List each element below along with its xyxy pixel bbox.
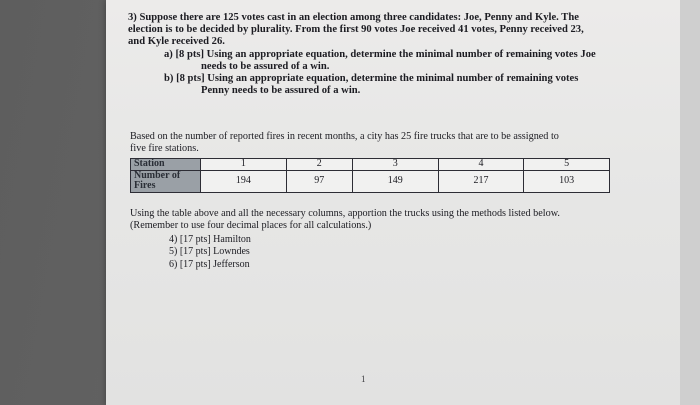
row-header-fires: Number of Fires <box>131 170 201 192</box>
part-b-line-1: b) [8 pts] Using an appropriate equation, determine the minimal number of remaining votes <box>164 73 579 85</box>
instructions-line-1: Using the table above and all the necessary columns, apportion the trucks using the methods listed below. <box>130 208 560 219</box>
part-a <box>164 49 608 73</box>
table-row-stations <box>131 159 610 171</box>
row-header-station: Station <box>131 159 201 171</box>
apportion-instructions <box>130 208 610 232</box>
question-3-line-1: 3) Suppose there are 125 votes cast in an election among three candidates: Joe, Penny and Kyle. The <box>128 12 579 23</box>
question-3-line-2: election is to be decided by plurality. From the first 90 votes Joe received 41 votes, Penny received 23, <box>128 24 584 36</box>
worksheet-page <box>106 0 680 405</box>
fire-count-cell: 97 <box>286 170 352 192</box>
question-3 <box>128 12 608 97</box>
page-number: 1 <box>361 374 366 384</box>
table-row-fires <box>131 170 610 192</box>
station-cell: 2 <box>286 159 352 171</box>
method-hamilton: 4) [17 pts] Hamilton <box>169 234 251 245</box>
station-cell: 1 <box>201 159 287 171</box>
part-a-line-1: a) [8 pts] Using an appropriate equation, determine the minimal number of remaining votes Joe <box>164 48 596 60</box>
fire-problem-intro <box>130 131 610 155</box>
station-cell: 5 <box>524 159 610 171</box>
part-b <box>164 73 608 97</box>
station-cell: 4 <box>438 159 524 171</box>
part-b-line-2: Penny needs to be assured of a win. <box>201 85 361 97</box>
method-lowndes: 5) [17 pts] Lowndes <box>169 246 250 258</box>
methods-list <box>169 234 251 271</box>
fire-count-cell: 103 <box>524 170 610 192</box>
background-edge <box>680 0 700 405</box>
fire-stations-table <box>130 158 610 193</box>
method-jefferson: 6) [17 pts] Jefferson <box>169 258 250 270</box>
instructions-line-2: (Remember to use four decimal places for all calculations.) <box>130 220 372 231</box>
fire-count-cell: 149 <box>352 170 438 192</box>
fire-intro-line-1: Based on the number of reported fires in recent months, a city has 25 fire trucks that are to be assigned to <box>130 131 559 142</box>
fire-intro-line-2: five fire stations. <box>130 142 199 154</box>
fire-count-cell: 217 <box>438 170 524 192</box>
question-3-line-3: and Kyle received 26. <box>128 36 225 48</box>
fire-count-cell: 194 <box>201 170 287 192</box>
part-a-line-2: needs to be assured of a win. <box>201 60 330 72</box>
station-cell: 3 <box>352 159 438 171</box>
